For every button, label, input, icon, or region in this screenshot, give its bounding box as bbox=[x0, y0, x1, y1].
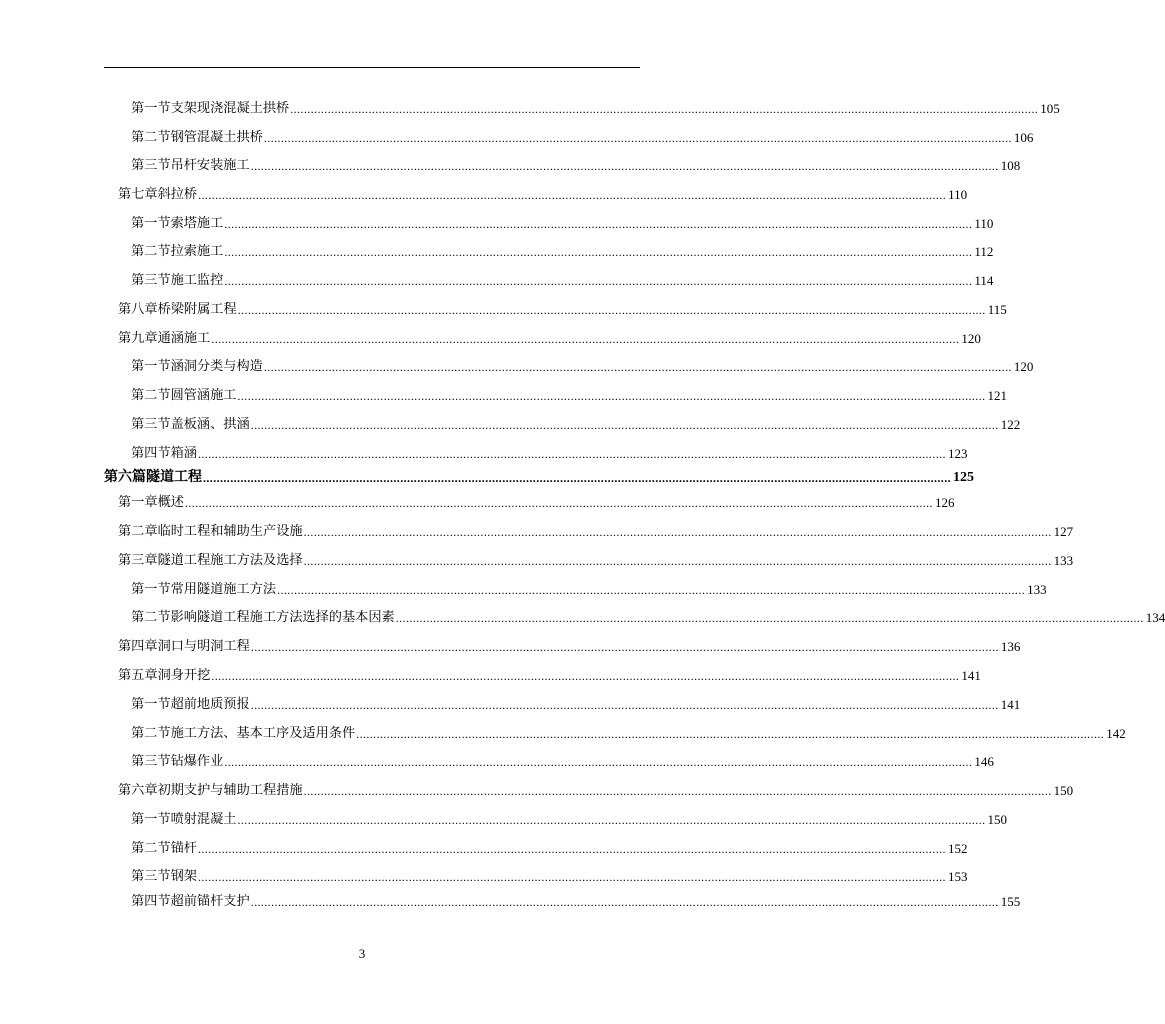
toc-entry-label: 第四章 bbox=[118, 639, 158, 654]
toc-entry-label: 第六篇 bbox=[104, 469, 146, 485]
toc-entry-title: 涵洞分类与构造 bbox=[170, 359, 263, 374]
toc-leader-dots: ............................................................................................................................................................................................................................ bbox=[263, 360, 1012, 374]
toc-entry-page: 141 bbox=[961, 668, 981, 683]
toc-entry-page: 150 bbox=[987, 812, 1007, 827]
toc-entry-label: 第二节 bbox=[131, 388, 171, 403]
toc-entry-label: 第一节 bbox=[131, 359, 171, 374]
toc-entry-label: 第一节 bbox=[131, 582, 171, 597]
toc-leader-dots: ............................................................................................................................................................................................................................ bbox=[303, 554, 1052, 568]
toc-entry-page: 120 bbox=[961, 331, 981, 346]
toc-entry[interactable] bbox=[131, 442, 968, 462]
toc-entry-title: 隧道工程施工方法及选择 bbox=[157, 553, 303, 568]
toc-entry-label: 第二节 bbox=[131, 610, 171, 625]
toc-entry-label: 第一节 bbox=[131, 101, 171, 116]
toc-entry-page: 126 bbox=[934, 495, 955, 510]
toc-entry-page: 146 bbox=[974, 754, 994, 769]
toc-entry-title: 超前地质预报 bbox=[170, 697, 250, 712]
toc-entry-title: 锚杆 bbox=[170, 841, 197, 856]
toc-entry-page: 133 bbox=[1027, 582, 1047, 597]
toc-entry-title: 超前锚杆支护 bbox=[170, 894, 250, 909]
toc-entry-page: 134 bbox=[1145, 610, 1165, 625]
toc-leader-dots: ............................................................................................................................................................................................................................ bbox=[198, 188, 947, 202]
toc-leader-dots: ............................................................................................................................................................................................................................ bbox=[184, 496, 933, 510]
toc-entry-title: 斜拉桥 bbox=[157, 187, 198, 202]
toc-leader-dots: ............................................................................................................................................................................................................................ bbox=[250, 159, 999, 173]
toc-entry[interactable] bbox=[118, 298, 1007, 318]
toc-entry[interactable] bbox=[131, 837, 968, 857]
toc-entry-title: 桥梁附属工程 bbox=[157, 302, 237, 317]
header-rule bbox=[104, 67, 640, 68]
toc-entry-title: 施工监控 bbox=[170, 273, 224, 288]
toc-entry[interactable] bbox=[131, 240, 994, 260]
toc-leader-dots: ............................................................................................................................................................................................................................ bbox=[290, 102, 1039, 116]
toc-entry[interactable] bbox=[131, 355, 1034, 375]
toc-entry-title: 箱涵 bbox=[170, 446, 197, 461]
toc-entry-label: 第三节 bbox=[131, 158, 171, 173]
toc-leader-dots: ............................................................................................................................................................................................................................ bbox=[277, 583, 1026, 597]
toc-entry-title: 洞身开挖 bbox=[157, 668, 211, 683]
toc-entry-page: 110 bbox=[948, 187, 968, 202]
toc-leader-dots: ............................................................................................................................................................................................................................ bbox=[250, 698, 999, 712]
toc-entry-page: 150 bbox=[1053, 783, 1074, 798]
toc-entry-title: 支架现浇混凝土拱桥 bbox=[170, 101, 290, 116]
toc-entry-label: 第四节 bbox=[131, 446, 171, 461]
toc-entry[interactable] bbox=[131, 384, 1007, 404]
toc-entry-title: 盖板涵、拱涵 bbox=[170, 417, 250, 432]
toc-entry-title: 喷射混凝土 bbox=[170, 812, 237, 827]
toc-entry[interactable] bbox=[131, 693, 1021, 713]
toc-leader-dots: ............................................................................................................................................................................................................................ bbox=[250, 640, 999, 654]
toc-entry[interactable] bbox=[131, 808, 1007, 828]
toc-entry-label: 第九章 bbox=[118, 331, 158, 346]
toc-entry-title: 钻爆作业 bbox=[170, 754, 224, 769]
toc-entry-page: 112 bbox=[974, 244, 994, 259]
toc-entry-label: 第二节 bbox=[131, 726, 171, 741]
toc-leader-dots: ............................................................................................................................................................................................................................ bbox=[237, 389, 986, 403]
toc-entry-page: 155 bbox=[1000, 894, 1021, 909]
toc-entry-page: 127 bbox=[1053, 524, 1074, 539]
toc-entry-label: 第二节 bbox=[131, 244, 171, 259]
toc-entry-label: 第一节 bbox=[131, 697, 171, 712]
toc-leader-dots: ............................................................................................................................................................................................................................ bbox=[197, 447, 946, 461]
toc-entry-title: 概述 bbox=[157, 495, 184, 510]
toc-entry-page: 152 bbox=[947, 841, 968, 856]
toc-entry[interactable] bbox=[131, 890, 1021, 910]
toc-leader-dots: ............................................................................................................................................................................................................................ bbox=[203, 471, 951, 485]
toc-entry-label: 第三节 bbox=[131, 273, 171, 288]
toc-entry[interactable] bbox=[118, 664, 981, 684]
toc-entry[interactable] bbox=[131, 97, 1060, 117]
toc-entry[interactable] bbox=[118, 635, 1021, 655]
toc-entry-title: 常用隧道施工方法 bbox=[170, 582, 277, 597]
toc-entry-page: 125 bbox=[953, 470, 974, 485]
toc-leader-dots: ............................................................................................................................................................................................................................ bbox=[237, 813, 986, 827]
toc-entry-page: 110 bbox=[974, 216, 994, 231]
toc-entry-label: 第三节 bbox=[131, 754, 171, 769]
toc-leader-dots: ............................................................................................................................................................................................................................ bbox=[197, 870, 946, 884]
toc-leader-dots: ............................................................................................................................................................................................................................ bbox=[224, 274, 973, 288]
toc-entry[interactable] bbox=[131, 722, 1126, 742]
toc-leader-dots: ............................................................................................................................................................................................................................ bbox=[237, 303, 986, 317]
toc-entry-part[interactable] bbox=[104, 466, 974, 486]
toc-entry-page: 141 bbox=[1000, 697, 1021, 712]
toc-entry[interactable] bbox=[131, 269, 994, 289]
toc-entry-page: 108 bbox=[1000, 158, 1021, 173]
toc-entry-label: 第五章 bbox=[118, 668, 158, 683]
toc-entry-page: 122 bbox=[1000, 417, 1021, 432]
toc-entry-label: 第八章 bbox=[118, 302, 158, 317]
toc-entry-title: 施工方法、基本工序及适用条件 bbox=[170, 726, 356, 741]
toc-entry[interactable] bbox=[118, 327, 981, 347]
toc-entry-label: 第四节 bbox=[131, 894, 171, 909]
toc-entry-page: 121 bbox=[987, 388, 1007, 403]
toc-entry-label: 第一节 bbox=[131, 812, 171, 827]
toc-entry[interactable] bbox=[131, 154, 1021, 174]
toc-entry-label: 第三节 bbox=[131, 417, 171, 432]
toc-leader-dots: ............................................................................................................................................................................................................................ bbox=[250, 418, 999, 432]
toc-entry-label: 第二章 bbox=[118, 524, 158, 539]
toc-leader-dots: ............................................................................................................................................................................................................................ bbox=[303, 784, 1052, 798]
toc-entry-page: 153 bbox=[947, 869, 968, 884]
toc-leader-dots: ............................................................................................................................................................................................................................ bbox=[356, 727, 1105, 741]
toc-entry-title: 索塔施工 bbox=[170, 216, 224, 231]
toc-leader-dots: ............................................................................................................................................................................................................................ bbox=[250, 895, 999, 909]
toc-entry-label: 第三章 bbox=[118, 553, 158, 568]
toc-entry-title: 洞口与明洞工程 bbox=[157, 639, 250, 654]
toc-entry-title: 初期支护与辅助工程措施 bbox=[157, 783, 303, 798]
toc-entry-title: 隧道工程 bbox=[146, 469, 202, 485]
toc-entry[interactable] bbox=[131, 865, 968, 885]
toc-entry-page: 136 bbox=[1000, 639, 1021, 654]
toc-leader-dots: ............................................................................................................................................................................................................................ bbox=[263, 131, 1012, 145]
page-number: 3 bbox=[358, 946, 366, 961]
toc-entry-label: 第二节 bbox=[131, 130, 171, 145]
toc-entry[interactable] bbox=[131, 413, 1021, 433]
toc-entry[interactable] bbox=[118, 549, 1074, 569]
toc-entry-title: 临时工程和辅助生产设施 bbox=[157, 524, 303, 539]
toc-entry[interactable] bbox=[131, 212, 994, 232]
toc-entry-label: 第二节 bbox=[131, 841, 171, 856]
toc-entry[interactable] bbox=[118, 520, 1074, 540]
toc-leader-dots: ............................................................................................................................................................................................................................ bbox=[224, 755, 973, 769]
toc-entry[interactable] bbox=[131, 750, 994, 770]
toc-entry-page: 106 bbox=[1013, 130, 1034, 145]
toc-leader-dots: ............................................................................................................................................................................................................................ bbox=[211, 332, 960, 346]
toc-entry-page: 142 bbox=[1106, 726, 1126, 741]
toc-entry-page: 115 bbox=[987, 302, 1007, 317]
toc-leader-dots: ............................................................................................................................................................................................................................ bbox=[395, 611, 1144, 625]
toc-entry-label: 第一节 bbox=[131, 216, 171, 231]
toc-leader-dots: ............................................................................................................................................................................................................................ bbox=[211, 669, 960, 683]
toc-entry-title: 拉索施工 bbox=[170, 244, 224, 259]
toc-entry[interactable] bbox=[118, 491, 955, 511]
toc-entry-page: 133 bbox=[1053, 553, 1074, 568]
toc-leader-dots: ............................................................................................................................................................................................................................ bbox=[197, 842, 946, 856]
toc-entry-label: 第一章 bbox=[118, 495, 158, 510]
toc-entry-page: 105 bbox=[1040, 101, 1060, 116]
toc-entry[interactable] bbox=[131, 578, 1047, 598]
toc-entry-title: 吊杆安装施工 bbox=[170, 158, 250, 173]
toc-leader-dots: ............................................................................................................................................................................................................................ bbox=[303, 525, 1052, 539]
toc-entry-label: 第三节 bbox=[131, 869, 171, 884]
toc-entry-label: 第七章 bbox=[118, 187, 158, 202]
toc-entry[interactable] bbox=[131, 126, 1034, 146]
toc-leader-dots: ............................................................................................................................................................................................................................ bbox=[224, 245, 973, 259]
toc-entry-title: 钢架 bbox=[170, 869, 197, 884]
toc-entry[interactable] bbox=[131, 606, 1165, 626]
toc-leader-dots: ............................................................................................................................................................................................................................ bbox=[224, 217, 973, 231]
toc-entry-label: 第六章 bbox=[118, 783, 158, 798]
toc-entry-page: 120 bbox=[1013, 359, 1034, 374]
toc-entry[interactable] bbox=[118, 779, 1074, 799]
toc-entry-title: 钢管混凝土拱桥 bbox=[170, 130, 263, 145]
toc-entry-title: 圆管涵施工 bbox=[170, 388, 237, 403]
toc-entry[interactable] bbox=[118, 183, 968, 203]
toc-entry-title: 影响隧道工程施工方法选择的基本因素 bbox=[170, 610, 395, 625]
toc-entry-page: 123 bbox=[947, 446, 968, 461]
toc-entry-page: 114 bbox=[974, 273, 994, 288]
toc-entry-title: 通涵施工 bbox=[157, 331, 211, 346]
